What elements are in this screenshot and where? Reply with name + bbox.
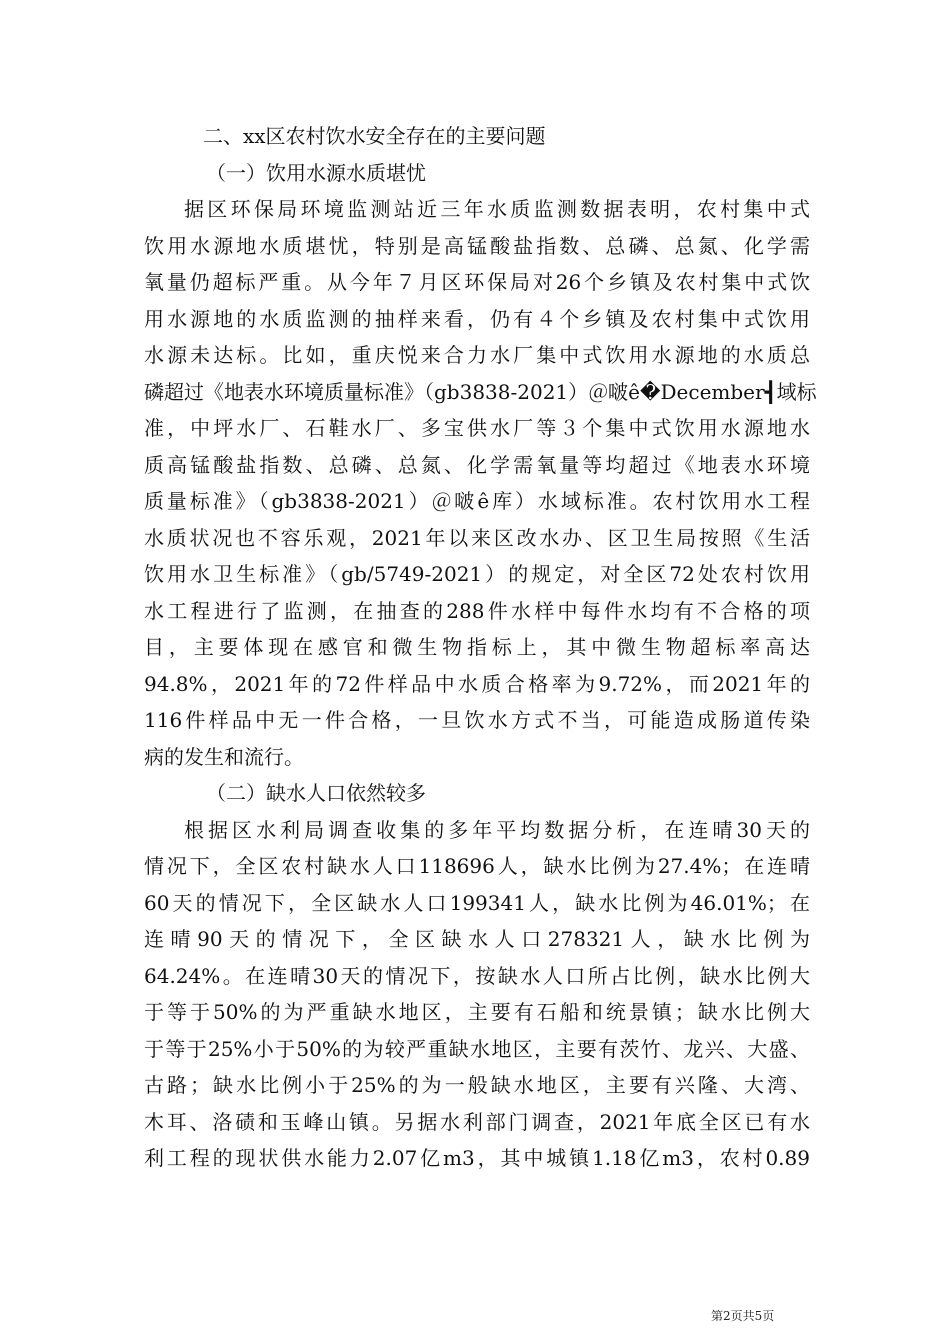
paragraph-line: 饮用水卫生标准》（gb/5749-2021）的规定，对全区72处农村饮用 (144, 562, 810, 586)
paragraph-line: 饮用水源地水质堪忧，特别是高锰酸盐指数、总磷、总氮、化学需 (144, 233, 810, 258)
paragraph-line: 64.24%。在连晴30天的情况下，按缺水人口所占比例，缺水比例大 (144, 963, 810, 988)
paragraph-line: 利工程的现状供水能力2.07亿m3，其中城镇1.18亿m3，农村0.89 (144, 1146, 810, 1170)
paragraph-line: 水工程进行了监测，在抽查的288件水样中每件水均有不合格的项 (144, 598, 810, 623)
paragraph-line: 116件样品中无一件合格，一旦饮水方式不当，可能造成肠道传染 (144, 708, 810, 732)
paragraph-line: 94.8%，2021年的72件样品中水质合格率为9.72%，而2021年的 (144, 671, 810, 696)
paragraph-line: 水源未达标。比如，重庆悦来合力水厂集中式饮用水源地的水质总 (144, 343, 810, 367)
section-heading: 二、xx区农村饮水安全存在的主要问题 (203, 124, 546, 148)
paragraph-line: 根据区水利局调查收集的多年平均数据分析，在连晴30天的 (184, 817, 810, 842)
paragraph-line: 木耳、洛碛和玉峰山镇。另据水利部门调查，2021年底全区已有水 (144, 1109, 810, 1134)
paragraph-line: 于等于25%小于50%的为较严重缺水地区，主要有茨竹、龙兴、大盛、 (144, 1036, 810, 1061)
paragraph-line: 质量标准》（gb3838-2021）＠啵ê库）水域标准。农村饮用水工程 (144, 489, 810, 513)
paragraph-line: 磷超过《地表水环境质量标准》（gb3838-2021）＠啵ê�December┫域标 (144, 379, 817, 404)
paragraph-line: 据区环保局环境监测站近三年水质监测数据表明，农村集中式 (184, 197, 810, 221)
paragraph-line: 病的发生和流行。 (144, 744, 304, 769)
page-number: 第2页共5页 (711, 1309, 775, 1323)
subsection-heading-water-quality: （一）饮用水源水质堪忧 (206, 160, 426, 185)
paragraph-line: 准，中坪水厂、石鞋水厂、多宝供水厂等３个集中式饮用水源地水 (144, 416, 810, 440)
paragraph-line: 水质状况也不容乐观，2021年以来区改水办、区卫生局按照《生活 (144, 525, 810, 550)
paragraph-line: 60天的情况下，全区缺水人口199341人，缺水比例为46.01%；在 (144, 890, 810, 915)
paragraph-line: 质高锰酸盐指数、总磷、总氮、化学需氧量等均超过《地表水环境 (144, 452, 810, 477)
paragraph-water-quality (144, 191, 817, 775)
document-body (144, 118, 817, 1177)
paragraph-line: 于等于50%的为严重缺水地区，主要有石船和统景镇；缺水比例大 (144, 1000, 810, 1024)
paragraph-line: 用水源地的水质监测的抽样来看，仍有４个乡镇及农村集中式饮用 (144, 306, 810, 331)
subsection-heading-water-shortage: （二）缺水人口依然较多 (206, 781, 426, 805)
paragraph-line: 连晴90天的情况下，全区缺水人口278321人，缺水比例为 (144, 927, 810, 951)
paragraph-line: 氧量仍超标严重。从今年７月区环保局对26个乡镇及农村集中式饮 (144, 270, 810, 294)
paragraph-line: 目，主要体现在感官和微生物指标上，其中微生物超标率高达 (144, 635, 810, 659)
paragraph-water-shortage (144, 812, 810, 1177)
paragraph-line: 情况下，全区农村缺水人口118696人，缺水比例为27.4%；在连晴 (144, 854, 810, 878)
paragraph-line: 古路；缺水比例小于25%的为一般缺水地区，主要有兴隆、大湾、 (144, 1073, 810, 1097)
